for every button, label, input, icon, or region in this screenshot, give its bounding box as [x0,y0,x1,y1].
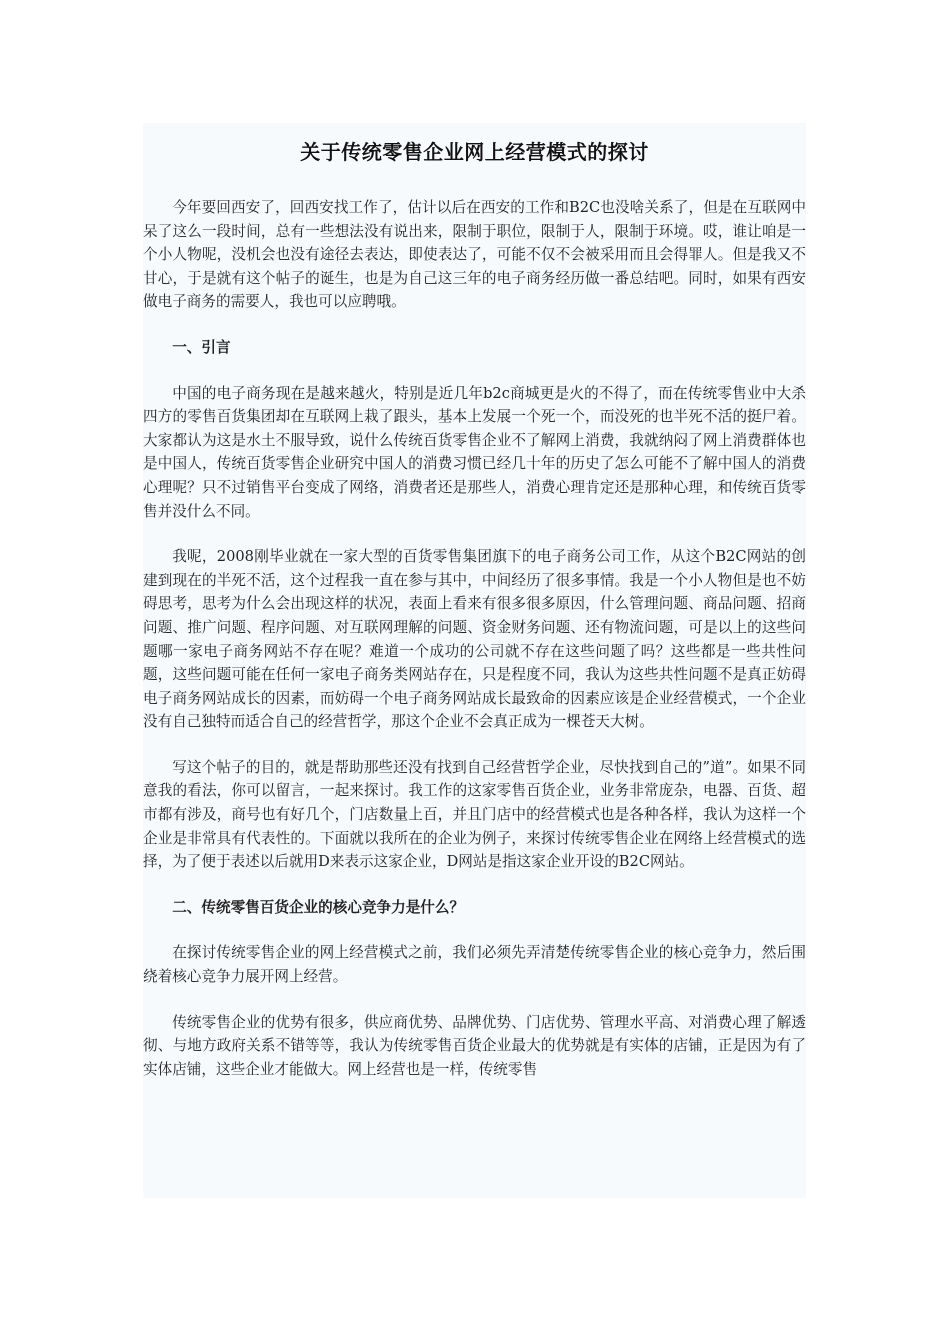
paragraph-core-competence-intro: 在探讨传统零售企业的网上经营模式之前，我们必须先弄清楚传统零售企业的核心竞争力，然后围绕着核心竞争力展开网上经营。 [143,944,806,986]
document-title: 关于传统零售企业网上经营模式的探讨 [300,140,649,164]
paragraph-work-experience: 我呢，2008刚毕业就在一家大型的百货零售集团旗下的电子商务公司工作，从这个B2C网站的创建到现在的半死不活，这个过程我一直在参与其中，中间经历了很多事情。我是一个小人物但是也不妨碍思考，思考为什么会出现这样的状况，表面上看来有很多很多原因，什么管理问题、商品问题、招商问题、推广问题、程序问题、对互联网理解的问题、资金财务问题、还有物流问题，可是以上的这些问题哪一家电子商务网站不存在呢？难道一个成功的公司就不存在这些问题了吗？这些都是一些共性问题，这些问题可能在任何一家电子商务类网站存在，只是程度不同，我认为这些共性问题不是真正妨碍电子商务网站成长的因素，而妨碍一个电子商务网站成长最致命的因素应该是企业经营模式，一个企业没有自己独特而适合自己的经营哲学，那这个企业不会真正成为一棵苍天大树。 [143,548,806,731]
section-heading-core-competence: 二、传统零售百货企业的核心竞争力是什么？ [172,898,465,916]
document-body [143,196,806,1103]
paragraph-intro: 今年要回西安了，回西安找工作了，估计以后在西安的工作和B2C也没啥关系了，但是在互联网中呆了这么一段时间，总有一些想法没有说出来，限制于职位，限制于人，限制于环境。哎，谁让咱是一个小人物呢，没机会也没有途径去表达，即使表达了，可能不仅不会被采用而且会得罪人。但是我又不甘心，于是就有这个帖子的诞生，也是为自己这三年的电子商务经历做一番总结吧。同时，如果有西安做电子商务的需要人，我也可以应聘哦。 [143,199,806,311]
section-heading-introduction: 一、引言 [172,338,231,356]
paragraph-retail-advantages: 传统零售企业的优势有很多，供应商优势、品牌优势、门店优势、管理水平高、对消费心理了解透彻、与地方政府关系不错等等，我认为传统零售百货企业最大的优势就是有实体的店铺，正是因为有了实体店铺，这些企业才能做大。网上经营也是一样，传统零售 [143,1013,806,1078]
paragraph-ecommerce-status: 中国的电子商务现在是越来越火，特别是近几年b2c商城更是火的不得了，而在传统零售业中大杀四方的零售百货集团却在互联网上栽了跟头，基本上发展一个死一个，而没死的也半死不活的挺尸着。大家都认为这是水土不服导致，说什么传统百货零售企业不了解网上消费，我就纳闷了网上消费群体也是中国人，传统百货零售企业研究中国人的消费习惯已经几十年的历史了怎么可能不了解中国人的消费心理呢？只不过销售平台变成了网络，消费者还是那些人，消费心理肯定还是那种心理，和传统百货零售并没什么不同。 [143,384,806,520]
document-page [143,123,806,1198]
paragraph-post-purpose: 写这个帖子的目的，就是帮助那些还没有找到自己经营哲学企业，尽快找到自己的”道”。如果不同意我的看法，你可以留言，一起来探讨。我工作的这家零售百货企业，业务非常庞杂，电器、百货、超市都有涉及，商号也有好几个，门店数量上百，并且门店中的经营模式也是各种各样，我认为这样一个企业是非常具有代表性的。下面就以我所在的企业为例子，来探讨传统零售企业在网络上经营模式的选择，为了便于表述以后就用D来表示这家企业，D网站是指这家企业开设的B2C网站。 [143,758,806,871]
